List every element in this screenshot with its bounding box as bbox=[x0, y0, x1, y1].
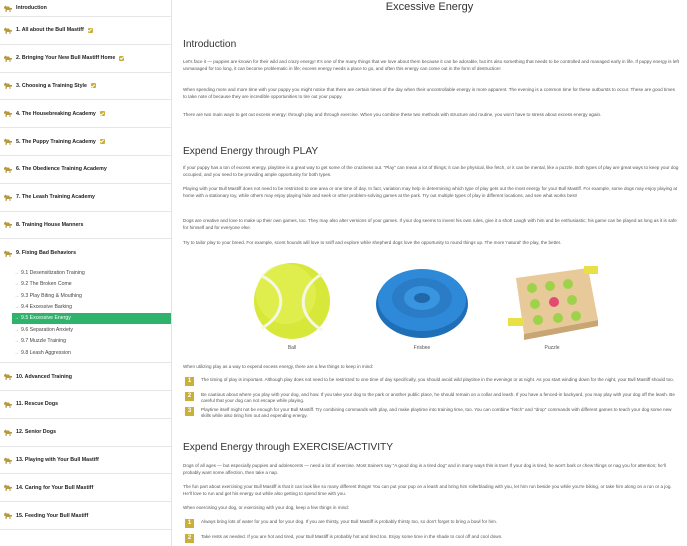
sidebar-module-label: 4. The Housebreaking Academy bbox=[16, 110, 96, 117]
sidebar-module-label: 12. Senior Dogs bbox=[16, 429, 57, 436]
sidebar-lesson-label: 9.7 Muzzle Training bbox=[21, 338, 66, 345]
paragraph: There are two main ways to get out excess energy: through play and through exercise. When you combine these two methods with structure and routine, you won't have to stress about excess energy again. bbox=[183, 112, 602, 117]
dog-icon bbox=[3, 220, 13, 229]
sidebar-lesson-label: 9.6 Separation Anxiety bbox=[21, 326, 73, 333]
frisbee-caption: Frisbee bbox=[413, 345, 431, 351]
sidebar-module-label: 3. Choosing a Training Style bbox=[16, 82, 87, 89]
exercise-tips-list bbox=[183, 519, 679, 546]
list-item: 1 The timing of play is important. Although play does not need to be restricted to one time of day specifically, you should avoid wild playtime in the evenings or at night. As you start winding down for the night, your Bull Mastiff should too. bbox=[183, 377, 679, 391]
sidebar-module-label: 1. All about the Bull Mastiff bbox=[16, 27, 84, 34]
sidebar-lesson-8[interactable] bbox=[0, 347, 171, 358]
section-heading-play: Expend Energy through PLAY bbox=[183, 146, 319, 157]
play-tips-list bbox=[183, 377, 679, 421]
sidebar-lesson-label: 9.5 Excessive Energy bbox=[21, 315, 71, 322]
ball-caption: Ball bbox=[287, 345, 297, 351]
page-title: Excessive Energy bbox=[385, 1, 474, 13]
sidebar-item-label: Introduction bbox=[16, 5, 47, 11]
completed-check-icon bbox=[119, 56, 124, 61]
dog-icon bbox=[3, 372, 13, 381]
list-intro: When exercising your dog, or exercising with your dog, keep a few things in mind: bbox=[183, 505, 349, 510]
dog-icon bbox=[3, 249, 13, 258]
paragraph: Dogs are creative and love to make up their own games, too. They may also alter versions of your games. If your dog seems to invent his own rules, give it a shot! Laugh with him and be enthusiastic; his game can be played as long as it is safe for himself and for everyone else. bbox=[183, 218, 677, 230]
paragraph: Let's face it — puppies are known for their wild and crazy energy! It's one of the many things that we love about them because it can be adorable, but it's also something that needs to be controlled and managed early in life. If puppy energy is left unmanaged for too long, it can become problematic in life; excess energy needs a place to go, and often this energy can come out in the form of destruction! bbox=[183, 59, 679, 71]
sidebar-module-1[interactable] bbox=[0, 17, 171, 45]
dog-icon bbox=[3, 193, 13, 202]
arrow-right-icon: → bbox=[14, 326, 19, 333]
dog-icon bbox=[3, 4, 13, 13]
sidebar-item-introduction[interactable] bbox=[0, 0, 171, 17]
course-sidebar bbox=[0, 0, 172, 546]
sidebar-module-11[interactable] bbox=[0, 391, 171, 419]
dog-icon bbox=[3, 400, 13, 409]
completed-check-icon bbox=[91, 83, 96, 88]
sidebar-module-8[interactable] bbox=[0, 212, 171, 240]
arrow-right-icon: → bbox=[14, 304, 19, 311]
sidebar-lesson-5[interactable] bbox=[12, 313, 171, 324]
dog-icon bbox=[3, 428, 13, 437]
section-heading-exercise: Expend Energy through EXERCISE/ACTIVITY bbox=[183, 442, 394, 453]
arrow-right-icon: → bbox=[14, 338, 19, 345]
sidebar-module-label: 8. Training House Manners bbox=[16, 221, 84, 228]
sidebar-module-label: 10. Advanced Training bbox=[16, 373, 73, 380]
paragraph: The fun part about exercising your Bull Mastiff is that it can look like so many different things! You can put your pup on a leash and bring him rollerblading with you, let him run beside you while you're biking, or take him along on a run or a jog. He'll love to run and get his energy out while also getting to spend time with you. bbox=[183, 484, 672, 496]
number-badge: 1 bbox=[185, 377, 194, 386]
arrow-right-icon: → bbox=[14, 349, 19, 356]
sidebar-lesson-3[interactable] bbox=[0, 290, 171, 301]
dog-icon bbox=[3, 109, 13, 118]
sidebar-lesson-label: 9.4 Excessive Barking bbox=[21, 304, 73, 311]
sidebar-lesson-4[interactable] bbox=[0, 301, 171, 312]
sidebar-lesson-6[interactable] bbox=[0, 324, 171, 335]
arrow-right-icon: → bbox=[14, 315, 19, 322]
sidebar-module-label: 5. The Puppy Training Academy bbox=[16, 138, 96, 145]
dog-icon bbox=[3, 483, 13, 492]
paragraph: Dogs of all ages — but especially puppies and adolescents — need a lot of exercise. Most trainers say "A good dog is a tired dog" and in many ways this is true! If your dog is tired, he won't bark or chew things or nag you for attention; he'll probably want some affection, then take a nap. bbox=[183, 463, 666, 475]
puzzle-image bbox=[502, 258, 602, 344]
frisbee-image bbox=[372, 258, 472, 344]
sidebar-module-label: 11. Rescue Dogs bbox=[16, 401, 59, 408]
sidebar-module-label: 9. Fixing Bad Behaviors bbox=[16, 250, 77, 257]
paragraph: If your puppy has a ton of excess energy, playtime is a great way to get some of the craziness out. "Play" can mean a lot of things; it can be physical, like fetch, or it can be mental, like a puzzle. Both types of play are great ways to keep your dog occupied, and you need to be providing ample opportunity for both types. bbox=[183, 165, 679, 177]
sidebar-module-label: 15. Feeding Your Bull Mastiff bbox=[16, 512, 89, 519]
toy-images bbox=[242, 258, 602, 354]
dog-icon bbox=[3, 81, 13, 90]
paragraph: Try to tailor play to your breed. For example, scent hounds will love to sniff and explore while shepherd dogs love the opportunity to round things up. The more 'natural' the play, the better. bbox=[183, 240, 562, 245]
arrow-right-icon: → bbox=[14, 269, 19, 276]
sidebar-lesson-label: 9.1 Desensitization Training bbox=[21, 269, 85, 276]
number-badge: 2 bbox=[185, 534, 194, 543]
list-item: 2 Take rests as needed. If you are hot and tired, your Bull Mastiff is probably hot and tired too. Enjoy some time in the shade to cool off and cool down. bbox=[183, 534, 679, 546]
sidebar-module-7[interactable] bbox=[0, 184, 171, 212]
sidebar-lesson-label: 9.2 The Broken Come bbox=[21, 281, 72, 288]
sidebar-lesson-label: 9.3 Play Biting & Mouthing bbox=[21, 292, 82, 299]
ball-image bbox=[242, 258, 342, 344]
sidebar-module-label: 7. The Leash Training Academy bbox=[16, 194, 95, 201]
sidebar-module-3[interactable] bbox=[0, 73, 171, 101]
sidebar-lesson-1[interactable] bbox=[0, 267, 171, 278]
sidebar-module-9[interactable] bbox=[0, 239, 171, 267]
puzzle-caption: Puzzle bbox=[544, 345, 560, 351]
dog-icon bbox=[3, 137, 13, 146]
sidebar-module-10[interactable] bbox=[0, 363, 171, 391]
list-item: 2 Be cautious about where you play with your dog, and how. If you take your dog to the park or another public place, he should remain on a collar and leash. If you have a fenced-in backyard, you may play with your dog off the leash. Be careful that your dog can not escape while playing. bbox=[183, 392, 679, 406]
sidebar-lesson-2[interactable] bbox=[0, 279, 171, 290]
arrow-right-icon: → bbox=[14, 281, 19, 288]
sidebar-module-14[interactable] bbox=[0, 474, 171, 502]
sidebar-module-15[interactable] bbox=[0, 502, 171, 530]
sidebar-module-13[interactable] bbox=[0, 447, 171, 475]
sidebar-module-label: 6. The Obedience Training Academy bbox=[16, 166, 107, 173]
sidebar-module-6[interactable] bbox=[0, 156, 171, 184]
number-badge: 1 bbox=[185, 519, 194, 528]
completed-check-icon bbox=[88, 28, 93, 33]
sidebar-lesson-7[interactable] bbox=[0, 336, 171, 347]
paragraph: When spending more and more time with your puppy you might notice that there are certain times of the day when their uncontrollable energy is more apparent. The evening is a common time for these outbursts to occur. These are good times to take note of because they are incredible opportunities to tire out your puppy. bbox=[183, 87, 675, 99]
dog-icon bbox=[3, 456, 13, 465]
sidebar-lesson-label: 9.8 Leash Aggression bbox=[21, 349, 71, 356]
lesson-list bbox=[0, 267, 171, 363]
dog-icon bbox=[3, 165, 13, 174]
list-item: 1 Always bring lots of water for you and for your dog. If you are thirsty, your Bull Mastiff is probably thirsty too, so don't forget to bring a bowl for him. bbox=[183, 519, 679, 531]
completed-check-icon bbox=[100, 111, 105, 116]
arrow-right-icon: → bbox=[14, 292, 19, 299]
dog-icon bbox=[3, 26, 13, 35]
dog-icon bbox=[3, 54, 13, 63]
list-intro: When utilizing play as a way to expend excess energy, there are a few things to keep in mind: bbox=[183, 364, 374, 369]
sidebar-module-label: 13. Playing with Your Bull Mastiff bbox=[16, 457, 99, 464]
lesson-content bbox=[172, 0, 687, 546]
sidebar-module-label: 2. Bringing Your New Bull Mastiff Home bbox=[16, 55, 116, 62]
sidebar-module-4[interactable] bbox=[0, 100, 171, 128]
sidebar-module-5[interactable] bbox=[0, 128, 171, 156]
paragraph: Playing with your Bull Mastiff does not need to be restricted to one area or one time of day. In fact, variation may help in determining which type of play gets out the most energy for your Bull Mastiff. For example, some dogs may enjoy playing at home with a stationary toy, while others may enjoy playing hide and seek or other problem-solving games at the park. Try out multiple types of play in different locations, and see what works best! bbox=[183, 186, 678, 198]
sidebar-module-2[interactable] bbox=[0, 45, 171, 73]
section-heading-introduction: Introduction bbox=[183, 39, 237, 50]
number-badge: 2 bbox=[185, 392, 194, 401]
dog-icon bbox=[3, 511, 13, 520]
list-item: 3 Playtime itself might not be enough for your Bull Mastiff. Try combining commands with play, and make playtime into training time, too. You can combine "fetch" and "drop" commands with different games to teach your dog some new skills while also tiring him out and expending energy. bbox=[183, 407, 679, 421]
sidebar-module-12[interactable] bbox=[0, 419, 171, 447]
sidebar-module-label: 14. Caring for Your Bull Mastiff bbox=[16, 484, 94, 491]
number-badge: 3 bbox=[185, 407, 194, 416]
completed-check-icon bbox=[100, 139, 105, 144]
